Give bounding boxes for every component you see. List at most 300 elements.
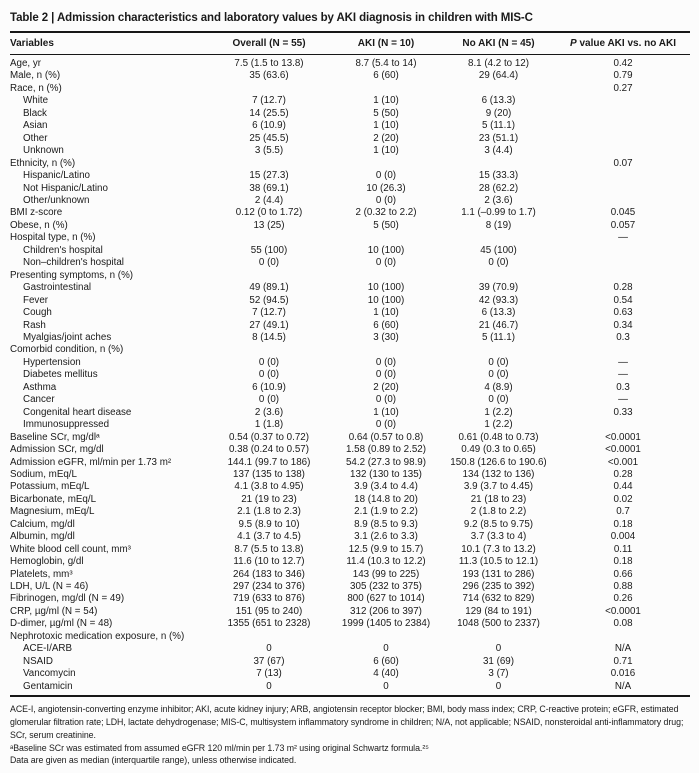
- cell-p-value: —: [618, 356, 628, 368]
- cell-overall: 25 (45.5): [249, 132, 289, 144]
- table-row: [10, 257, 690, 269]
- cell-variable: Asthma: [23, 381, 57, 393]
- cell-overall: 0.38 (0.24 to 0.57): [228, 444, 310, 456]
- cell-p-value: 0.44: [613, 481, 633, 493]
- cell-overall: 11.6 (10 to 12.7): [233, 556, 305, 568]
- cell-overall: 55 (100): [250, 244, 288, 256]
- cell-no-aki: 4 (8.9): [484, 381, 513, 393]
- cell-aki: 10 (26.3): [366, 182, 406, 194]
- cell-p-value: —: [618, 369, 628, 381]
- table-row: [10, 519, 690, 531]
- cell-p-value: <0.0001: [605, 444, 641, 456]
- cell-aki: 2 (20): [373, 381, 399, 393]
- cell-overall: 0 (0): [258, 257, 280, 269]
- table-row: [10, 643, 690, 655]
- cell-p-value: 0.02: [613, 493, 633, 505]
- cell-overall: 7 (13): [256, 668, 282, 680]
- cell-no-aki: 28 (62.2): [478, 182, 519, 194]
- table-row: [10, 481, 690, 493]
- cell-p-value: [556, 270, 690, 282]
- cell-p-value: [556, 195, 690, 207]
- cell-no-aki: [441, 232, 556, 244]
- cell-no-aki: 3.9 (3.7 to 4.45): [463, 481, 534, 493]
- cell-overall: 2.1 (1.8 to 2.3): [237, 506, 301, 518]
- cell-aki: 11.4 (10.3 to 12.2): [346, 556, 426, 568]
- cell-variable: Comorbid condition, n (%): [10, 344, 124, 356]
- cell-variable: Hemoglobin, g/dl: [10, 556, 84, 568]
- cell-aki: 0 (0): [375, 356, 397, 368]
- cell-variable: Fibrinogen, mg/dl (N = 49): [10, 593, 125, 605]
- table-row: [10, 531, 690, 543]
- cell-aki: 312 (206 to 397): [350, 605, 422, 617]
- table-row: [10, 270, 690, 282]
- cell-p-value: [556, 108, 690, 120]
- p-value-rest: value AKI vs. no AKI: [576, 38, 676, 49]
- cell-aki: 0 (0): [375, 369, 397, 381]
- cell-p-value: —: [618, 232, 628, 244]
- table-row: [10, 419, 690, 431]
- cell-variable: Nephrotoxic medication exposure, n (%): [10, 630, 185, 642]
- cell-overall: [207, 631, 331, 643]
- cell-p-value: 0.34: [613, 319, 633, 331]
- cell-no-aki: [441, 344, 556, 356]
- table-row: [10, 158, 690, 170]
- cell-p-value: [556, 631, 690, 643]
- cell-no-aki: 23 (51.1): [478, 132, 519, 144]
- cell-overall: 4.1 (3.8 to 4.95): [234, 481, 304, 493]
- col-header-aki: AKI (N = 10): [331, 32, 441, 55]
- cell-variable: Asian: [23, 120, 48, 132]
- cell-no-aki: 8 (19): [485, 219, 512, 231]
- cell-aki: 132 (130 to 135): [350, 468, 422, 480]
- cell-variable: CRP, µg/ml (N = 54): [10, 605, 98, 617]
- table-row: [10, 207, 690, 219]
- cell-variable: Other: [23, 132, 48, 144]
- cell-aki: 6 (60): [373, 70, 399, 82]
- cell-aki: [331, 631, 441, 643]
- cell-no-aki: 134 (132 to 136): [462, 468, 535, 480]
- table-row: [10, 108, 690, 120]
- cell-overall: 7.5 (1.5 to 13.8): [234, 58, 304, 69]
- cell-overall: 264 (183 to 346): [233, 568, 305, 580]
- cell-overall: 0.12 (0 to 1.72): [235, 207, 303, 219]
- cell-variable: Admission SCr, mg/dl: [10, 444, 104, 456]
- cell-variable: Unknown: [23, 145, 64, 157]
- cell-aki: 143 (99 to 225): [352, 568, 420, 580]
- cell-p-value: 0.057: [610, 219, 636, 231]
- cell-p-value: [556, 145, 690, 157]
- cell-overall: 1355 (651 to 2328): [227, 618, 311, 630]
- cell-p-value: [556, 95, 690, 107]
- cell-aki: 0.64 (0.57 to 0.8): [348, 431, 424, 443]
- cell-overall: 1 (1.8): [254, 419, 284, 431]
- cell-no-aki: 5 (11.1): [481, 120, 516, 132]
- cell-p-value: 0.3: [616, 381, 630, 393]
- cell-variable: Gastrointestinal: [23, 282, 92, 294]
- cell-no-aki: 6 (13.3): [481, 307, 516, 319]
- cell-overall: 52 (94.5): [249, 294, 289, 306]
- cell-no-aki: 0 (0): [488, 369, 509, 381]
- cell-no-aki: 10.1 (7.3 to 13.2): [461, 543, 536, 555]
- cell-variable: Other/unknown: [23, 194, 90, 206]
- cell-no-aki: 0: [495, 643, 502, 655]
- cell-variable: BMI z-score: [10, 207, 63, 219]
- cell-overall: 2 (4.4): [254, 194, 284, 206]
- cell-no-aki: 21 (46.7): [478, 319, 519, 331]
- cell-aki: 18 (14.8 to 20): [354, 493, 418, 505]
- cell-no-aki: 0: [441, 681, 556, 696]
- cell-no-aki: 1 (2.2): [484, 406, 513, 418]
- cell-no-aki: [441, 83, 556, 95]
- cell-overall: 719 (633 to 876): [233, 593, 305, 605]
- cell-variable: Ethnicity, n (%): [10, 157, 76, 169]
- cell-overall: 7 (12.7): [252, 95, 286, 107]
- table-row: [10, 344, 690, 356]
- cell-variable: Hospital type, n (%): [10, 232, 96, 244]
- cell-no-aki: 29 (64.4): [478, 70, 519, 82]
- cell-variable: Children's hospital: [23, 244, 103, 256]
- cell-aki: [331, 270, 441, 282]
- table-row: [10, 83, 690, 95]
- cell-p-value: 0.004: [610, 531, 636, 543]
- cell-no-aki: 21 (18 to 23): [470, 493, 527, 505]
- cell-overall: 21 (19 to 23): [241, 493, 297, 505]
- cell-variable: Platelets, mm³: [10, 568, 73, 580]
- cell-overall: 0 (0): [258, 394, 280, 406]
- table-row: [10, 369, 690, 381]
- footnote: ᵃBaseline SCr was estimated from assumed eGFR 120 ml/min per 1.73 m² using original Schwartz formula.²⁵: [10, 742, 429, 753]
- cell-variable: Non–children's hospital: [23, 257, 124, 269]
- table-row: [10, 133, 690, 145]
- cell-overall: 13 (25): [253, 219, 285, 231]
- cell-variable: Presenting symptoms, n (%): [10, 269, 134, 281]
- cell-aki: 10 (100): [367, 282, 405, 294]
- table-row: [10, 232, 690, 244]
- cell-variable: Gentamicin: [10, 681, 207, 696]
- cell-aki: 54.2 (27.3 to 98.9): [345, 456, 427, 468]
- table-row: [10, 70, 690, 82]
- cell-p-value: 0.7: [616, 506, 630, 518]
- cell-overall: 0 (0): [258, 356, 280, 368]
- cell-p-value: 0.88: [613, 581, 633, 593]
- cell-overall: 7 (12.7): [252, 307, 286, 319]
- table-row: [10, 606, 690, 618]
- cell-variable: Vancomycin: [23, 668, 76, 680]
- cell-variable: Potassium, mEq/L: [10, 481, 90, 493]
- cell-aki: 1 (10): [373, 307, 399, 319]
- cell-no-aki: [441, 158, 556, 170]
- cell-aki: [331, 232, 441, 244]
- cell-no-aki: 1 (2.2): [484, 419, 513, 431]
- cell-no-aki: 9.2 (8.5 to 9.75): [463, 518, 534, 530]
- cell-p-value: N/A: [614, 643, 632, 655]
- table-row: [10, 656, 690, 668]
- cell-variable: Hypertension: [23, 356, 81, 368]
- cell-aki: 800 (627 to 1014): [347, 593, 425, 605]
- cell-aki: 4 (40): [373, 668, 399, 680]
- cell-overall: 6 (10.9): [252, 381, 286, 393]
- cell-variable: Race, n (%): [10, 82, 62, 94]
- cell-variable: Baseline SCr, mg/dlᵃ: [10, 431, 100, 443]
- table-body: [10, 55, 690, 697]
- footnote: Data are given as median (interquartile range), unless otherwise indicated.: [10, 755, 297, 766]
- cell-aki: 1 (10): [373, 406, 399, 418]
- cell-variable: Sodium, mEq/L: [10, 468, 77, 480]
- cell-p-value: 0.18: [613, 518, 633, 530]
- cell-p-value: 0.33: [613, 406, 633, 418]
- table-row: [10, 245, 690, 257]
- table-row: [10, 183, 690, 195]
- cell-overall: [207, 158, 331, 170]
- cell-no-aki: 11.3 (10.5 to 12.1): [458, 556, 539, 568]
- cell-aki: 8.9 (8.5 to 9.3): [354, 518, 418, 530]
- cell-no-aki: 39 (70.9): [478, 282, 519, 294]
- cell-variable: D-dimer, µg/ml (N = 48): [10, 618, 113, 630]
- cell-aki: 3 (30): [373, 331, 399, 343]
- cell-variable: Obese, n (%): [10, 219, 68, 231]
- cell-no-aki: 3.7 (3.3 to 4): [470, 531, 527, 543]
- table-row: [10, 145, 690, 157]
- cell-no-aki: 0.61 (0.48 to 0.73): [458, 431, 539, 443]
- cell-p-value: [556, 170, 690, 182]
- cell-aki: 0 (0): [375, 257, 397, 269]
- table-row: [10, 170, 690, 182]
- cell-p-value: [556, 183, 690, 195]
- cell-p-value: 0.3: [616, 331, 630, 343]
- cell-aki: [331, 83, 441, 95]
- cell-p-value: 0.28: [613, 282, 633, 294]
- table-row: [10, 295, 690, 307]
- cell-variable: Admission eGFR, ml/min per 1.73 m²: [10, 456, 172, 468]
- cell-no-aki: 1048 (500 to 2337): [457, 618, 540, 630]
- cell-p-value: <0.0001: [605, 605, 641, 617]
- cell-no-aki: 8.1 (4.2 to 12): [468, 58, 529, 69]
- table-row: [10, 593, 690, 605]
- cell-no-aki: 3 (7): [488, 668, 509, 680]
- table-row: [10, 544, 690, 556]
- table-row: [10, 569, 690, 581]
- admission-characteristics-table: [10, 31, 690, 697]
- cell-overall: 4.1 (3.7 to 4.5): [237, 531, 301, 543]
- table-row: [10, 120, 690, 132]
- cell-no-aki: 6 (13.3): [481, 95, 516, 107]
- cell-variable: Male, n (%): [10, 70, 61, 82]
- cell-variable: ACE-I/ARB: [23, 643, 72, 655]
- cell-overall: 137 (135 to 138): [233, 468, 305, 480]
- table-row: [10, 282, 690, 294]
- cell-aki: 8.7 (5.4 to 14): [355, 58, 417, 69]
- table-row: [10, 457, 690, 469]
- cell-overall: [207, 344, 331, 356]
- cell-variable: NSAID: [23, 655, 53, 667]
- table-row: [10, 382, 690, 394]
- cell-aki: 2 (0.32 to 2.2): [355, 207, 417, 219]
- cell-variable: Rash: [23, 319, 46, 331]
- table-title: Table 2 | Admission characteristics and laboratory values by AKI diagnosis in children with MIS-C: [10, 12, 533, 24]
- table-row: [10, 556, 690, 568]
- cell-no-aki: 193 (131 to 286): [462, 568, 535, 580]
- cell-aki: 305 (232 to 375): [350, 581, 422, 593]
- cell-aki: 2 (20): [373, 132, 399, 144]
- cell-aki: 0: [383, 643, 389, 655]
- cell-p-value: 0.54: [613, 294, 633, 306]
- cell-p-value: <0.0001: [605, 431, 641, 443]
- cell-aki: [331, 158, 441, 170]
- cell-no-aki: 2 (3.6): [484, 194, 513, 206]
- cell-aki: 10 (100): [367, 244, 405, 256]
- cell-variable: Fever: [23, 294, 49, 306]
- cell-aki: 1999 (1405 to 2384): [341, 618, 431, 630]
- cell-overall: 14 (25.5): [249, 107, 289, 119]
- cell-aki: 0 (0): [375, 394, 397, 406]
- cell-no-aki: 0 (0): [488, 394, 509, 406]
- cell-overall: 151 (95 to 240): [235, 605, 303, 617]
- table-row: [10, 195, 690, 207]
- cell-overall: 0.54 (0.37 to 0.72): [228, 431, 310, 443]
- cell-p-value: [556, 120, 690, 132]
- cell-variable: Cough: [23, 307, 52, 319]
- cell-overall: [207, 83, 331, 95]
- cell-aki: 5 (50): [373, 107, 399, 119]
- cell-overall: 6 (10.9): [252, 120, 286, 132]
- cell-aki: 5 (50): [373, 219, 399, 231]
- cell-variable: Age, yr: [10, 58, 42, 69]
- cell-no-aki: 2 (1.8 to 2.2): [470, 506, 527, 518]
- cell-p-value: 0.28: [613, 468, 633, 480]
- cell-no-aki: 9 (20): [485, 107, 512, 119]
- table-row: [10, 307, 690, 319]
- cell-overall: [207, 232, 331, 244]
- table-row: [10, 444, 690, 456]
- cell-variable: Magnesium, mEq/L: [10, 506, 95, 518]
- cell-no-aki: 0.49 (0.3 to 0.65): [461, 444, 536, 456]
- cell-variable: Hispanic/Latino: [23, 170, 90, 182]
- cell-no-aki: 0 (0): [488, 257, 509, 269]
- table-row: [10, 432, 690, 444]
- cell-variable: Albumin, mg/dl: [10, 531, 75, 543]
- cell-overall: 49 (89.1): [249, 282, 289, 294]
- cell-p-value: 0.27: [613, 82, 633, 94]
- cell-variable: Diabetes mellitus: [23, 369, 98, 381]
- cell-aki: 10 (100): [367, 294, 405, 306]
- table-row: [10, 320, 690, 332]
- table-row: [10, 95, 690, 107]
- cell-overall: 9.5 (8.9 to 10): [238, 518, 300, 530]
- cell-no-aki: 1.1 (–0.99 to 1.7): [461, 207, 536, 219]
- cell-overall: 35 (63.6): [249, 70, 289, 82]
- p-value-italic: P: [570, 38, 577, 49]
- cell-overall: 38 (69.1): [249, 182, 289, 194]
- cell-p-value: [556, 419, 690, 431]
- cell-overall: 27 (49.1): [249, 319, 289, 331]
- cell-no-aki: 714 (632 to 829): [462, 593, 535, 605]
- cell-overall: 0 (0): [258, 369, 280, 381]
- cell-p-value: <0.001: [607, 456, 639, 468]
- col-header-overall: Overall (N = 55): [207, 32, 331, 55]
- cell-no-aki: 42 (93.3): [478, 294, 519, 306]
- cell-variable: White blood cell count, mm³: [10, 543, 131, 555]
- cell-p-value: 0.18: [613, 556, 633, 568]
- cell-p-value: N/A: [556, 681, 690, 696]
- cell-variable: Congenital heart disease: [23, 406, 132, 418]
- cell-no-aki: [441, 631, 556, 643]
- col-header-p-value: [556, 32, 690, 55]
- cell-p-value: 0.045: [610, 207, 636, 219]
- table-row: [10, 618, 690, 630]
- cell-variable: LDH, U/L (N = 46): [10, 581, 89, 593]
- cell-variable: Cancer: [23, 394, 55, 406]
- table-row: [10, 631, 690, 643]
- cell-variable: White: [23, 95, 49, 107]
- cell-p-value: 0.63: [613, 307, 633, 319]
- table-row: [10, 220, 690, 232]
- table-row: [10, 55, 690, 71]
- table-row: [10, 494, 690, 506]
- cell-no-aki: 0 (0): [488, 356, 509, 368]
- footnote: ACE-I, angiotensin-converting enzyme inhibitor; AKI, acute kidney injury; ARB, angiotensin receptor blocker; BMI, body mass index; CRP, C-reactive protein; eGFR, estimated glomerular filtration rate; LDH, lactate dehydrogenase; MIS-C, multisystem inflammatory syndrome in children; N/A, not applicable; NSAID, nonsteroidal anti-inflammatory drug; SCr, serum creatinine.: [10, 704, 684, 740]
- cell-variable: Not Hispanic/Latino: [23, 182, 108, 194]
- cell-aki: 0: [331, 681, 441, 696]
- cell-p-value: 0.66: [613, 568, 633, 580]
- cell-no-aki: 45 (100): [480, 244, 517, 256]
- table-row: [10, 469, 690, 481]
- cell-no-aki: 129 (84 to 191): [465, 605, 532, 617]
- cell-aki: 6 (60): [373, 655, 399, 667]
- table-row: [10, 332, 690, 344]
- cell-aki: 6 (60): [373, 319, 399, 331]
- cell-variable: Myalgias/joint aches: [23, 331, 112, 343]
- cell-no-aki: [441, 270, 556, 282]
- table-row: [10, 407, 690, 419]
- cell-p-value: 0.71: [613, 655, 633, 667]
- table-header-row: [10, 32, 690, 55]
- cell-p-value: 0.26: [613, 593, 633, 605]
- cell-no-aki: 3 (4.4): [484, 145, 513, 157]
- col-header-variables: Variables: [10, 32, 207, 55]
- col-header-no-aki: No AKI (N = 45): [441, 32, 556, 55]
- cell-p-value: —: [618, 394, 628, 406]
- cell-no-aki: 15 (33.3): [478, 170, 519, 182]
- cell-overall: 2 (3.6): [254, 406, 284, 418]
- cell-aki: 12.5 (9.9 to 15.7): [348, 543, 424, 555]
- cell-p-value: [556, 257, 690, 269]
- table-row: [10, 394, 690, 406]
- cell-aki: 3.1 (2.6 to 3.3): [354, 531, 418, 543]
- cell-overall: 37 (67): [253, 655, 285, 667]
- cell-overall: 8 (14.5): [252, 331, 286, 343]
- cell-overall: 297 (234 to 376): [233, 581, 305, 593]
- cell-aki: 2.1 (1.9 to 2.2): [354, 506, 418, 518]
- cell-p-value: 0.016: [610, 668, 636, 680]
- cell-overall: 3 (5.5): [254, 145, 284, 157]
- cell-overall: 0: [207, 681, 331, 696]
- cell-aki: 1 (10): [373, 120, 399, 132]
- cell-p-value: 0.07: [613, 157, 633, 169]
- cell-no-aki: 5 (11.1): [481, 331, 516, 343]
- cell-variable: Calcium, mg/dl: [10, 518, 75, 530]
- cell-p-value: [556, 344, 690, 356]
- cell-variable: Immunosuppressed: [23, 419, 110, 431]
- cell-aki: 0 (0): [375, 419, 397, 431]
- table-row: [10, 581, 690, 593]
- cell-aki: 0 (0): [375, 194, 397, 206]
- cell-variable: Black: [23, 107, 47, 119]
- table-row: [10, 681, 690, 696]
- cell-overall: [207, 270, 331, 282]
- table-row: [10, 506, 690, 518]
- cell-overall: 144.1 (99.7 to 186): [227, 456, 311, 468]
- cell-p-value: [556, 133, 690, 145]
